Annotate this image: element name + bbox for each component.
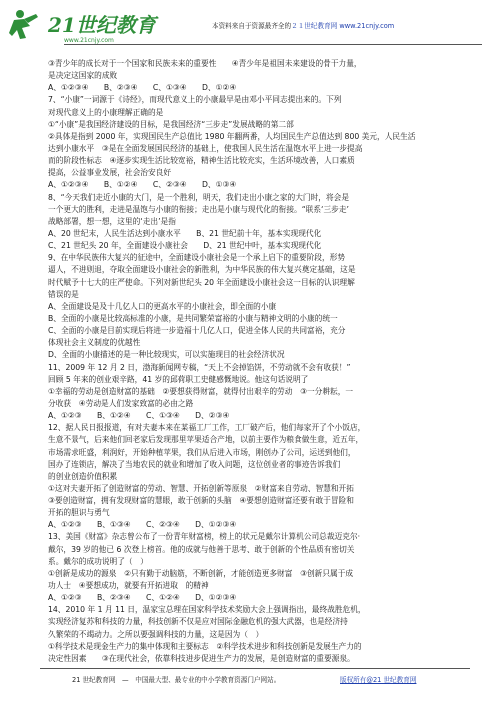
header-note-url[interactable]: www.21cnjy.com [339,22,395,30]
text-line: 实现经济复苏和科技的力量，科技创新不仅是应对国际金融危机的强大武器，也是经济持 [48,617,348,627]
text-line: 而的阶段性标志 ④逐步实现生活比较宽裕，精神生活比较充实，生活环境改善，人口素质 [48,156,355,166]
text-line: 是决定这国家的成败 [48,71,118,81]
svg-text:www.21cnjy.com: www.21cnjy.com [64,37,114,44]
text-line: 对现代意义上的小康理解正确的是 [48,107,164,117]
page-header [0,0,500,52]
text-line: ①“小康”是我国经济建设的目标，是我国经济“三步走”发展战略的第二部 [48,119,294,129]
text-line: 8、“今天我们走近小康的大门，是一个胜利，明天，我们走出小康之家的大门时，将会是 [48,192,350,202]
header-note [212,20,394,30]
footer-site-text: 21 世纪教育网 — 中国最大型、最专业的中小学教育资源门户网站。 [72,676,281,684]
text-line: 生意不景气，后来他们回老家后发现那里苹果适合产地，以前主要作为粮食做生意，近五年， [48,435,364,445]
page-footer [0,668,500,688]
text-line: 7、“小康”一词源于《诗经》，而现代意义上的小康最早是由邓小平同志提出来的。下列 [48,95,342,105]
document-body [48,58,468,665]
footer-divider [40,668,470,669]
text-line: 久繁荣的不竭动力。之所以要强调科技的力量，这是因为（ ） [48,629,264,639]
text-line: 一个更大的胜利，走进是温饱与小康的衔接；走出是小康与现代化的衔接。“联系‘三步走’ [48,204,349,214]
text-line: 决定性因素 ③在现代社会，依靠科技进步促进生产力的发展，是创造财富的重要源泉。 [48,653,355,663]
text-line: 逼人，不进则退，夺取全面建设小康社会的新胜利，为中华民族的伟大复兴奠定基础，这是 [48,265,356,275]
text-line: 13、美国《财富》杂志曾公布了一份青年财富榜，榜上的状元是戴尔计算机公司总裁迈克尔· [48,532,361,542]
text-line: B、全面的小康是比较高标准的小康，是共同繁荣富裕的小康与精神文明的小康的统一 [48,313,338,323]
text-line: 市场需求旺盛，利润好，开始种植苹果，我们从后进入市场，刚创办了公司，运送到他们， [48,447,356,457]
text-line: ③青少年的成长对于一个国家和民族未来的重要性 ④青少年是祖国未来建设的骨干力量， [48,59,362,68]
text-line: A、①②③④ B、①②④ C、②③④ D、①③④ [48,180,237,190]
text-line: 系。戴尔的成功说明了（ ） [48,556,148,566]
text-line: ②具体是指到 2000 年，实现国民生产总值比 1980 年翻两番，人均国民生产总值达到 800 美元，人民生活 [48,131,416,141]
text-line: D、全面的小康描述的是一种比较现实，可以实施现目的社会经济状况 [48,350,285,360]
text-line: 功人士 ④要想成功，就要有开拓进取 的精神 [48,581,209,591]
text-line: 的创业创造价值积累 [48,471,118,481]
footer-copyright-link[interactable]: 版权所有@21 世纪教育网 [340,676,417,684]
running-figure-icon [9,10,38,39]
text-line: 11、2009 年 12 月 2 日，渤海新闻网专稿，“天上不会掉馅饼，不劳动就不会有收获！” [48,362,351,372]
text-line: 14、2010 年 1 月 11 日，温家宝总理在国家科学技术奖励大会上强调指出，最终战胜危机， [48,605,366,615]
text-line: A、①②③④ B、②③④ C、①③④ D、①②④ [48,83,237,93]
text-line: ①创新是成功的源泉 ②只有勤于动脑筋，不断创新，才能创造更多财富 ③创新只属于成 [48,568,354,578]
header-note-site[interactable]: ２１世纪教育网 [291,22,338,30]
text-line: 分收获 ④劳动是人们发家致富的必由之路 [48,398,194,408]
text-line: 开拓的胆识与勇气 [48,508,110,518]
text-line: 错误的是 [48,289,79,299]
text-line: A、全面建设是及十几亿人口的更高水平的小康社会，即全面的小康 [48,301,277,311]
text-line: A、20 世纪末，人民生活达到小康水平 B、21 世纪前十年，基本实现现代化 [48,228,322,238]
header-divider [64,44,482,45]
text-line: A、①②③ B、①③④ C、②③④ D、①②③④ [48,520,237,530]
text-line: 回顾 5 年来的创业艰辛路，41 岁的邱荷职工史健感慨地说。他这句话说明了 [48,374,309,384]
header-note-prefix: 本资料来自于资源最齐全的 [212,22,292,30]
text-line: C、全面的小康是目前实现后将进一步造福十几亿人口，促进全体人民的共同富裕，充分 [48,326,346,336]
text-line: 戴尔，39 岁的他已 6 次登上榜首。他的成就与他善于思考、敢于创新的个性品质有密切关 [48,544,355,554]
text-line: A、①②③ B、②③④ C、①②④ D、①②③④ [48,593,237,603]
text-line: 9、在中华民族伟大复兴的征途中，全面建设小康社会是一个承上启下的重要阶段，形势 [48,253,346,263]
text-line: 12、据人民日报报道，有对夫妻本来在某福工厂工作，工厂破产后，他们每家开了个小饭店， [48,423,366,433]
text-line: 达到小康水平 ③是在全面发展国民经济的基础上，使我国人民生活在温饱水平上进一步提高 [48,143,363,153]
text-line: ①幸福的劳动是创造财富的基础 ②要想获得财富，就得付出艰辛的劳动 ③一分耕耘，一 [48,386,354,396]
text-line: 战略部署，想一想，这里的‘走出’是指 [48,216,176,226]
text-line: 体现社会主义制度的优越性 [48,338,141,348]
text-line: 提高，公益事业发展，社会治安良好 [48,168,172,178]
text-line: 时代赋予十七大的庄严使命。下列对新世纪头 20 年全面建设小康社会这一目标的认识理解 [48,277,355,287]
site-logo [8,6,198,46]
text-line: ①科学技术是现金生产力的集中体现和主要标志 ②科学技术进步和科技创新是发展生产力的 [48,641,362,651]
text-line: ①这对夫妻开拓了创造财富的劳动、智慧、开拓创新等原泉 ②财富来自劳动、智慧和开拓 [48,483,354,493]
text-line: A、①②③ B、①②④ C、①③④ D、②③④ [48,411,230,421]
svg-text:21世纪教育: 21世纪教育 [48,13,156,37]
text-line: 国办了连锁店，解决了当地农民的就业和增加了收入问题，这位创业者的事迹告诉我们 [48,459,341,469]
text-line: C、21 世纪头 20 年，全面建设小康社会 D、21 世纪中叶，基本实现现代化 [48,241,322,251]
text-line: ③要创造财富，拥有发现财富的慧眼，敢于创新的头脑 ④要想创造财富还要有敢于冒险和 [48,496,354,506]
